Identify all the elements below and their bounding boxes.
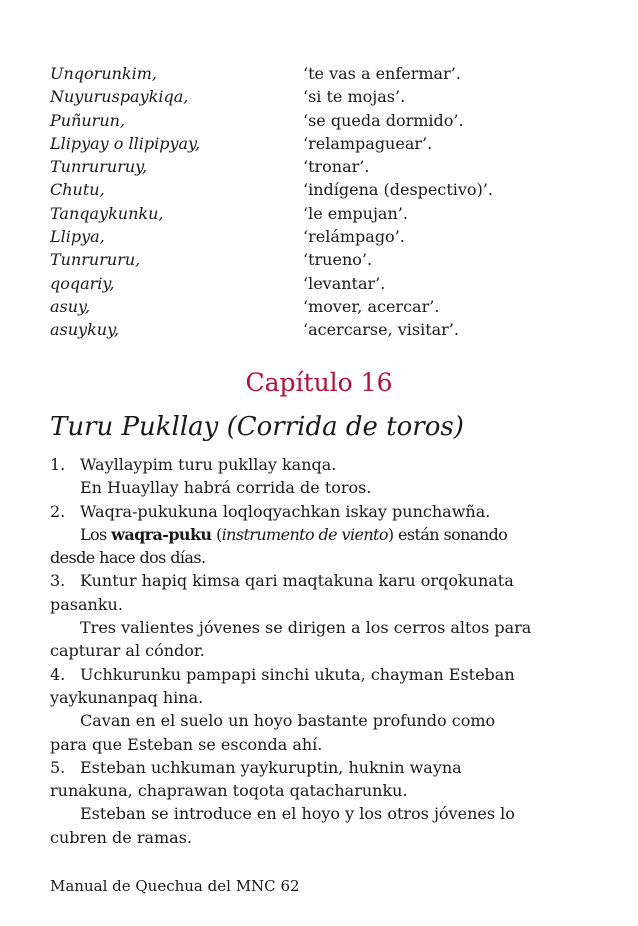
vocab-gloss: ‘indígena (despectivo)’. <box>303 180 493 200</box>
vocab-term: Nuyuruspaykiqa, <box>50 87 189 107</box>
vocab-gloss: ‘mover, acercar’. <box>303 296 440 316</box>
quechua-text: Waqra-pukukuna loqloqyachkan iskay punchawña. <box>80 501 491 521</box>
vocab-row <box>50 178 590 201</box>
term-bold: waqra-puku <box>111 524 212 544</box>
vocab-gloss: ‘acercarse, visitar’. <box>303 320 459 340</box>
vocab-row <box>50 295 590 318</box>
vocab-term: qoqariy, <box>50 273 115 293</box>
spanish-line: capturar al cóndor. <box>50 641 205 661</box>
spanish-line: Cavan en el suelo un hoyo bastante profundo como <box>80 711 496 731</box>
vocab-term: Chutu, <box>50 180 105 200</box>
vocab-gloss: ‘relampaguear’. <box>303 133 433 153</box>
vocab-term: asuy, <box>50 296 91 316</box>
vocab-gloss: ‘si te mojas’. <box>303 87 406 107</box>
quechua-line: runakuna, chaprawan toqota qatacharunku. <box>50 781 408 801</box>
chapter-title: Capítulo 16 <box>245 368 393 397</box>
quechua-line <box>50 500 565 523</box>
quechua-line <box>50 453 565 476</box>
spanish-line <box>50 523 565 546</box>
spanish-line: En Huayllay habrá corrida de toros. <box>80 478 372 498</box>
item-number: 2. <box>50 501 66 521</box>
item-number: 1. <box>50 455 66 474</box>
section-title: Turu Pukllay (Corrida de toros) <box>50 412 464 442</box>
vocab-term: Llipya, <box>50 227 105 247</box>
vocab-row <box>50 248 590 271</box>
item-number: 3. <box>50 571 66 591</box>
vocabulary-list <box>50 62 590 342</box>
vocab-row <box>50 62 590 85</box>
quechua-line: pasanku. <box>50 594 123 614</box>
item-number: 5. <box>50 757 66 777</box>
vocab-row <box>50 318 590 341</box>
vocab-term: asuykuy, <box>50 320 120 340</box>
quechua-text: Esteban uchkuman yaykuruptin, huknin wayna <box>80 757 462 777</box>
dialogue-body <box>50 453 565 849</box>
vocab-gloss: ‘se queda dormido’. <box>303 110 464 130</box>
spanish-line: para que Esteban se esconda ahí. <box>50 734 323 754</box>
quechua-text: Uchkurunku pampapi sinchi ukuta, chayman Esteban <box>80 664 515 684</box>
footer-label: Manual de Quechua del MNC <box>50 877 276 895</box>
quechua-line <box>50 569 565 592</box>
quechua-line: yaykunanpaq hina. <box>50 687 204 707</box>
vocab-row <box>50 155 590 178</box>
vocab-term: Tanqaykunku, <box>50 203 164 223</box>
vocab-term: Llipyay o llipipyay, <box>50 133 201 153</box>
spanish-line: Tres valientes jóvenes se dirigen a los cerros altos para <box>80 618 532 638</box>
quechua-line <box>50 663 565 686</box>
spanish-text: Los <box>80 524 112 544</box>
vocab-gloss: ‘le empujan’. <box>303 203 408 223</box>
quechua-text: Kuntur hapiq kimsa qari maqtakuna karu orqokunata <box>80 571 514 591</box>
vocab-gloss: ‘relámpago’. <box>303 227 405 247</box>
vocab-term: Unqorunkim, <box>50 64 157 83</box>
vocab-row <box>50 225 590 248</box>
quechua-text: Wayllaypim turu pukllay kanqa. <box>80 455 337 474</box>
item-number: 4. <box>50 664 66 684</box>
vocab-row <box>50 132 590 155</box>
vocab-term: Puñurun, <box>50 110 126 130</box>
vocab-gloss: ‘levantar’. <box>303 273 386 293</box>
spanish-line: desde hace dos días. <box>50 548 206 568</box>
vocab-term: Tunrururuy, <box>50 157 148 177</box>
vocab-term: Tunrururu, <box>50 250 141 270</box>
vocab-row <box>50 109 590 132</box>
vocab-row <box>50 272 590 295</box>
paren-open: ( <box>211 524 222 544</box>
spanish-line: cubren de ramas. <box>50 827 193 847</box>
vocab-gloss: ‘te vas a enfermar’. <box>303 64 461 83</box>
page-footer <box>50 874 300 898</box>
vocab-gloss: ‘trueno’. <box>303 250 373 270</box>
spanish-text: ) están sonando <box>387 524 508 544</box>
quechua-line <box>50 756 565 779</box>
term-italic: instrumento de viento <box>221 524 388 544</box>
vocab-row <box>50 85 590 108</box>
vocab-row <box>50 202 590 225</box>
page-number: 62 <box>280 877 300 895</box>
vocab-gloss: ‘tronar’. <box>303 157 370 177</box>
spanish-line: Esteban se introduce en el hoyo y los otros jóvenes lo <box>80 804 515 824</box>
